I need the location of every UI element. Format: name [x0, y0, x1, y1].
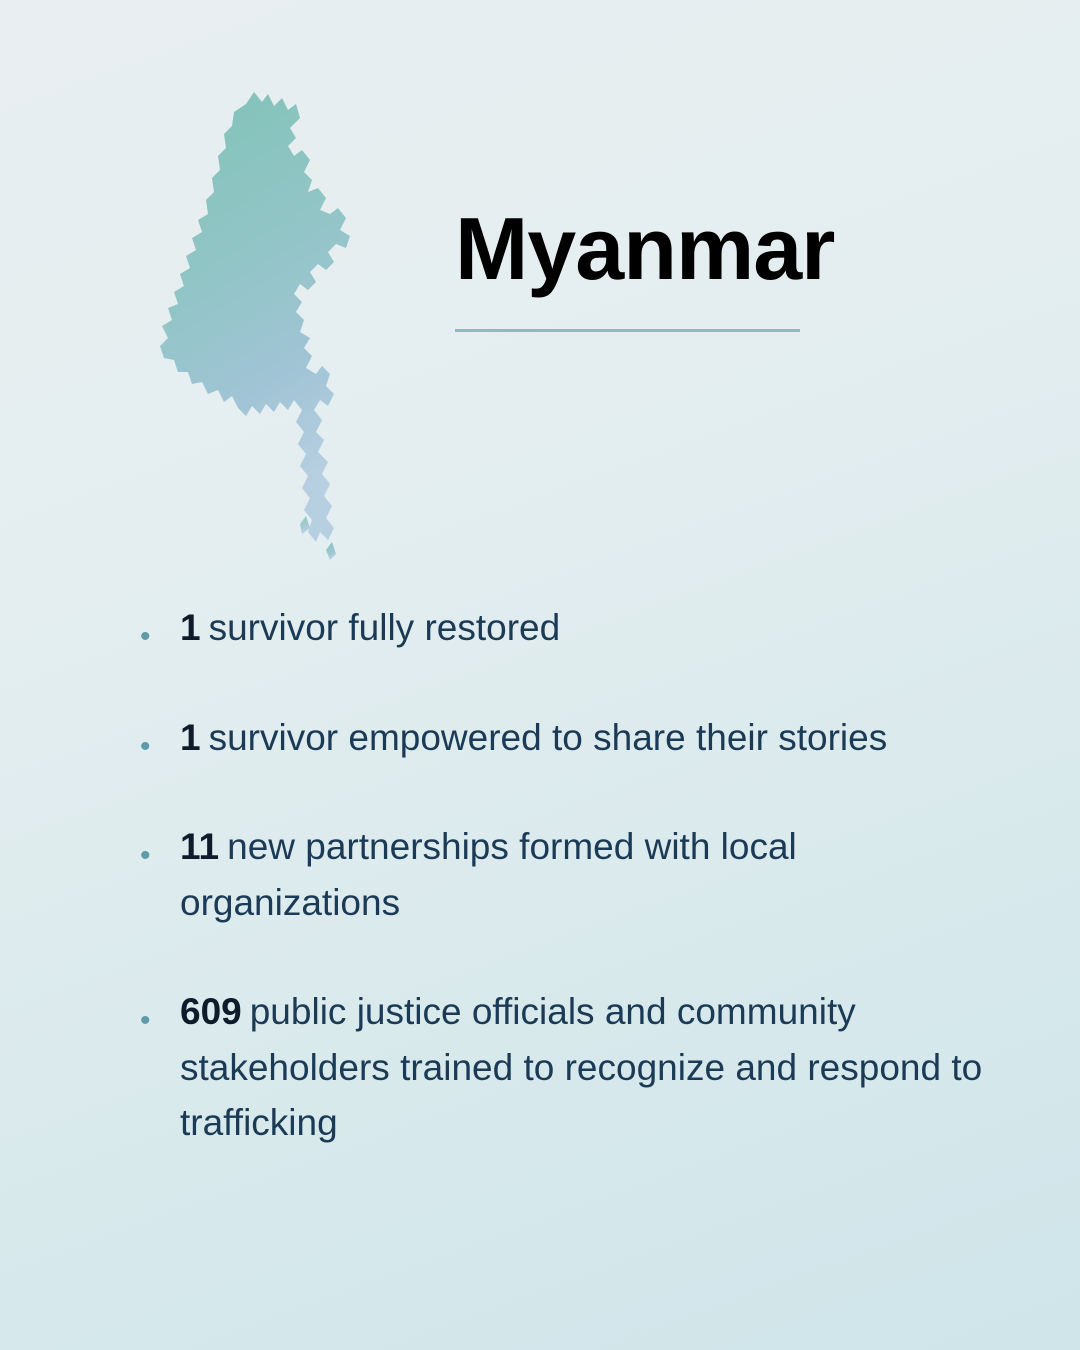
stat-text	[180, 600, 1020, 656]
stat-text	[180, 984, 1020, 1151]
map-illustration	[150, 80, 410, 560]
title-underline-rule	[455, 329, 800, 332]
bullet-icon: •	[140, 839, 151, 872]
stat-number: 609	[180, 991, 242, 1032]
stats-list	[140, 600, 1020, 1151]
list-item	[140, 600, 1020, 656]
stat-number: 1	[180, 716, 201, 758]
stat-label: survivor empowered to share their stories	[208, 716, 888, 758]
stat-label: public justice officials and community stakeholders trained to recognize and respond to trafficking	[180, 991, 983, 1143]
stat-text	[180, 819, 1020, 930]
stat-number: 1	[180, 607, 201, 648]
list-item	[140, 984, 1020, 1151]
bullet-icon: •	[140, 1004, 151, 1037]
page-title: Myanmar	[455, 199, 835, 298]
myanmar-map-icon	[150, 80, 410, 560]
header-section	[0, 70, 1080, 560]
bullet-icon: •	[140, 620, 151, 653]
stat-number: 11	[180, 826, 220, 867]
stat-label: survivor fully restored	[208, 607, 561, 648]
stat-text	[180, 710, 1020, 766]
list-item	[140, 819, 1020, 930]
title-block	[455, 199, 1015, 332]
list-item	[140, 710, 1020, 766]
bullet-icon: •	[140, 729, 151, 763]
stat-label: new partnerships formed with local organizations	[180, 826, 797, 923]
